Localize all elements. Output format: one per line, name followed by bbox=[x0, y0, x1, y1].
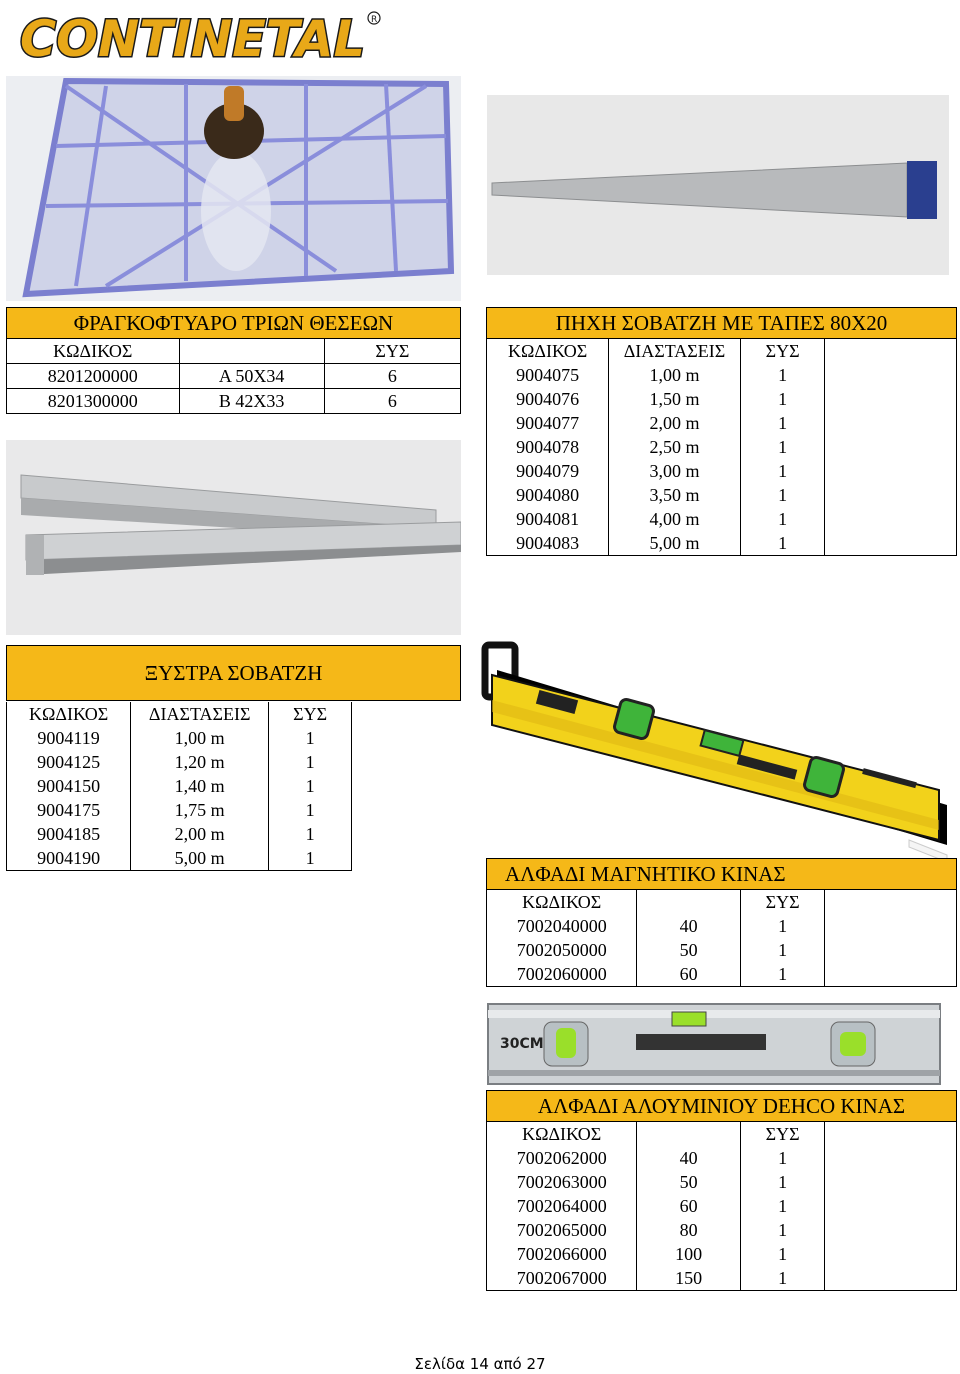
qty-cell: 1 bbox=[740, 914, 825, 938]
size-cell: 2,00 m bbox=[131, 822, 269, 846]
table-row bbox=[7, 389, 461, 414]
size-cell: 40 bbox=[637, 1146, 740, 1170]
size-cell: 60 bbox=[637, 962, 740, 987]
col-header: ΣΥΣ bbox=[740, 1122, 825, 1147]
code-cell: 9004119 bbox=[7, 726, 131, 750]
qty-cell: 1 bbox=[269, 846, 352, 871]
qty-cell: 1 bbox=[269, 750, 352, 774]
size-cell: B 42X33 bbox=[179, 389, 324, 414]
page-number: Σελίδα 14 από 27 bbox=[414, 1355, 546, 1373]
col-header bbox=[637, 1122, 740, 1147]
qty-cell: 1 bbox=[740, 1146, 825, 1170]
code-cell: 7002064000 bbox=[487, 1194, 637, 1218]
qty-cell: 1 bbox=[740, 507, 825, 531]
qty-cell: 1 bbox=[740, 435, 825, 459]
qty-cell: 1 bbox=[740, 531, 825, 556]
col-header: ΚΩΔΙΚΟΣ bbox=[7, 339, 180, 364]
size-cell: 1,40 m bbox=[131, 774, 269, 798]
col-header: ΚΩΔΙΚΟΣ bbox=[487, 339, 609, 364]
qty-cell: 1 bbox=[740, 962, 825, 987]
table-row bbox=[7, 750, 352, 774]
code-cell: 7002062000 bbox=[487, 1146, 637, 1170]
code-cell: 7002066000 bbox=[487, 1242, 637, 1266]
table-row bbox=[487, 1146, 957, 1170]
table-row bbox=[487, 531, 957, 556]
code-cell: 9004076 bbox=[487, 387, 609, 411]
size-cell: 1,20 m bbox=[131, 750, 269, 774]
size-cell: 1,00 m bbox=[131, 726, 269, 750]
code-cell: 9004185 bbox=[7, 822, 131, 846]
qty-cell: 1 bbox=[740, 363, 825, 387]
table-row bbox=[487, 363, 957, 387]
size-cell: 1,00 m bbox=[609, 363, 741, 387]
table-row bbox=[487, 1194, 957, 1218]
code-cell: 7002060000 bbox=[487, 962, 637, 987]
table-row bbox=[487, 1170, 957, 1194]
size-cell: 3,00 m bbox=[609, 459, 741, 483]
qty-cell: 1 bbox=[740, 1170, 825, 1194]
size-cell: 2,00 m bbox=[609, 411, 741, 435]
table-row bbox=[487, 962, 957, 987]
qty-cell: 1 bbox=[269, 774, 352, 798]
table-row bbox=[487, 938, 957, 962]
code-cell: 9004075 bbox=[487, 363, 609, 387]
size-cell: 1,75 m bbox=[131, 798, 269, 822]
logo-text: CONTINETAL bbox=[20, 10, 365, 68]
size-cell: 4,00 m bbox=[609, 507, 741, 531]
col-header: ΚΩΔΙΚΟΣ bbox=[7, 702, 131, 726]
qty-cell: 1 bbox=[740, 1218, 825, 1242]
table-row bbox=[487, 507, 957, 531]
size-cell: 2,50 m bbox=[609, 435, 741, 459]
qty-cell: 1 bbox=[269, 798, 352, 822]
code-cell: 7002063000 bbox=[487, 1170, 637, 1194]
svg-text:R: R bbox=[371, 15, 378, 25]
table-row bbox=[7, 726, 352, 750]
size-cell: 3,50 m bbox=[609, 483, 741, 507]
size-cell: 5,00 m bbox=[131, 846, 269, 871]
table-straight-edge-body bbox=[6, 702, 352, 871]
table-row bbox=[487, 1242, 957, 1266]
brand-logo bbox=[14, 6, 384, 68]
size-cell: 60 bbox=[637, 1194, 740, 1218]
board-photo bbox=[6, 76, 461, 301]
size-cell: 50 bbox=[637, 1170, 740, 1194]
qty-cell: 1 bbox=[740, 459, 825, 483]
qty-cell: 1 bbox=[740, 1194, 825, 1218]
table-row bbox=[7, 822, 352, 846]
table-title: ΦΡΑΓΚΟΦΤΥΑΡΟ ΤΡΙΩΝ ΘΕΣΕΩΝ bbox=[7, 308, 461, 339]
code-cell: 9004125 bbox=[7, 750, 131, 774]
table-row bbox=[487, 483, 957, 507]
code-cell: 9004190 bbox=[7, 846, 131, 871]
size-cell: A 50X34 bbox=[179, 364, 324, 389]
qty-cell: 1 bbox=[740, 1266, 825, 1291]
code-cell: 9004175 bbox=[7, 798, 131, 822]
table-row bbox=[487, 459, 957, 483]
table-aluminium-level bbox=[486, 1090, 957, 1291]
size-cell: 100 bbox=[637, 1242, 740, 1266]
code-cell: 9004083 bbox=[487, 531, 609, 556]
col-header: ΣΥΣ bbox=[324, 339, 460, 364]
table-row bbox=[7, 846, 352, 871]
qty-cell: 1 bbox=[269, 822, 352, 846]
qty-cell: 6 bbox=[324, 364, 460, 389]
code-cell: 9004081 bbox=[487, 507, 609, 531]
table-row bbox=[487, 435, 957, 459]
size-cell: 150 bbox=[637, 1266, 740, 1291]
qty-cell: 1 bbox=[740, 1242, 825, 1266]
magnetic-level-photo bbox=[477, 640, 957, 860]
col-header: ΔΙΑΣΤΑΣΕΙΣ bbox=[609, 339, 741, 364]
col-header: ΔΙΑΣΤΑΣΕΙΣ bbox=[131, 702, 269, 726]
code-cell: 9004080 bbox=[487, 483, 609, 507]
table-row bbox=[487, 1266, 957, 1291]
col-header: ΣΥΣ bbox=[740, 890, 825, 915]
code-cell: 8201200000 bbox=[7, 364, 180, 389]
code-cell: 7002050000 bbox=[487, 938, 637, 962]
table-row bbox=[7, 798, 352, 822]
qty-cell: 1 bbox=[269, 726, 352, 750]
qty-cell: 1 bbox=[740, 483, 825, 507]
col-header: ΚΩΔΙΚΟΣ bbox=[487, 1122, 637, 1147]
code-cell: 8201300000 bbox=[7, 389, 180, 414]
col-header: ΚΩΔΙΚΟΣ bbox=[487, 890, 637, 915]
code-cell: 9004077 bbox=[487, 411, 609, 435]
table-row bbox=[487, 411, 957, 435]
size-cell: 80 bbox=[637, 1218, 740, 1242]
table-row bbox=[487, 387, 957, 411]
table-title: ΑΛΦΑΔΙ ΜΑΓΝΗΤΙΚΟ ΚΙΝΑΣ bbox=[487, 859, 957, 890]
level-size-label: 30CM bbox=[500, 1036, 544, 1052]
profile-photo bbox=[6, 440, 461, 635]
aluminium-level-photo bbox=[486, 1002, 943, 1087]
table-row bbox=[487, 1218, 957, 1242]
code-cell: 9004150 bbox=[7, 774, 131, 798]
table-title: ΑΛΦΑΔΙ ΑΛΟΥΜΙΝΙΟΥ DEHCO ΚΙΝΑΣ bbox=[487, 1091, 957, 1122]
table-row bbox=[7, 774, 352, 798]
size-cell: 5,00 m bbox=[609, 531, 741, 556]
col-header bbox=[637, 890, 740, 915]
size-cell: 50 bbox=[637, 938, 740, 962]
qty-cell: 6 bbox=[324, 389, 460, 414]
table-board bbox=[6, 307, 461, 414]
table-title: ΠΗΧΗ ΣΟΒΑΤΖΗ ΜΕ ΤΑΠΕΣ 80X20 bbox=[487, 308, 957, 339]
col-header: ΣΥΣ bbox=[740, 339, 825, 364]
code-cell: 7002067000 bbox=[487, 1266, 637, 1291]
code-cell: 7002040000 bbox=[487, 914, 637, 938]
table-screed bbox=[486, 307, 957, 556]
qty-cell: 1 bbox=[740, 387, 825, 411]
code-cell: 9004079 bbox=[487, 459, 609, 483]
qty-cell: 1 bbox=[740, 938, 825, 962]
table-magnetic-level bbox=[486, 858, 957, 987]
ruler-photo bbox=[487, 95, 949, 275]
table-row bbox=[487, 914, 957, 938]
table-title: ΞΥΣΤΡΑ ΣΟΒΑΤΖΗ bbox=[7, 646, 461, 701]
size-cell: 40 bbox=[637, 914, 740, 938]
code-cell: 9004078 bbox=[487, 435, 609, 459]
col-header bbox=[179, 339, 324, 364]
table-straight-edge bbox=[6, 645, 461, 701]
qty-cell: 1 bbox=[740, 411, 825, 435]
size-cell: 1,50 m bbox=[609, 387, 741, 411]
table-row bbox=[7, 364, 461, 389]
col-header: ΣΥΣ bbox=[269, 702, 352, 726]
code-cell: 7002065000 bbox=[487, 1218, 637, 1242]
